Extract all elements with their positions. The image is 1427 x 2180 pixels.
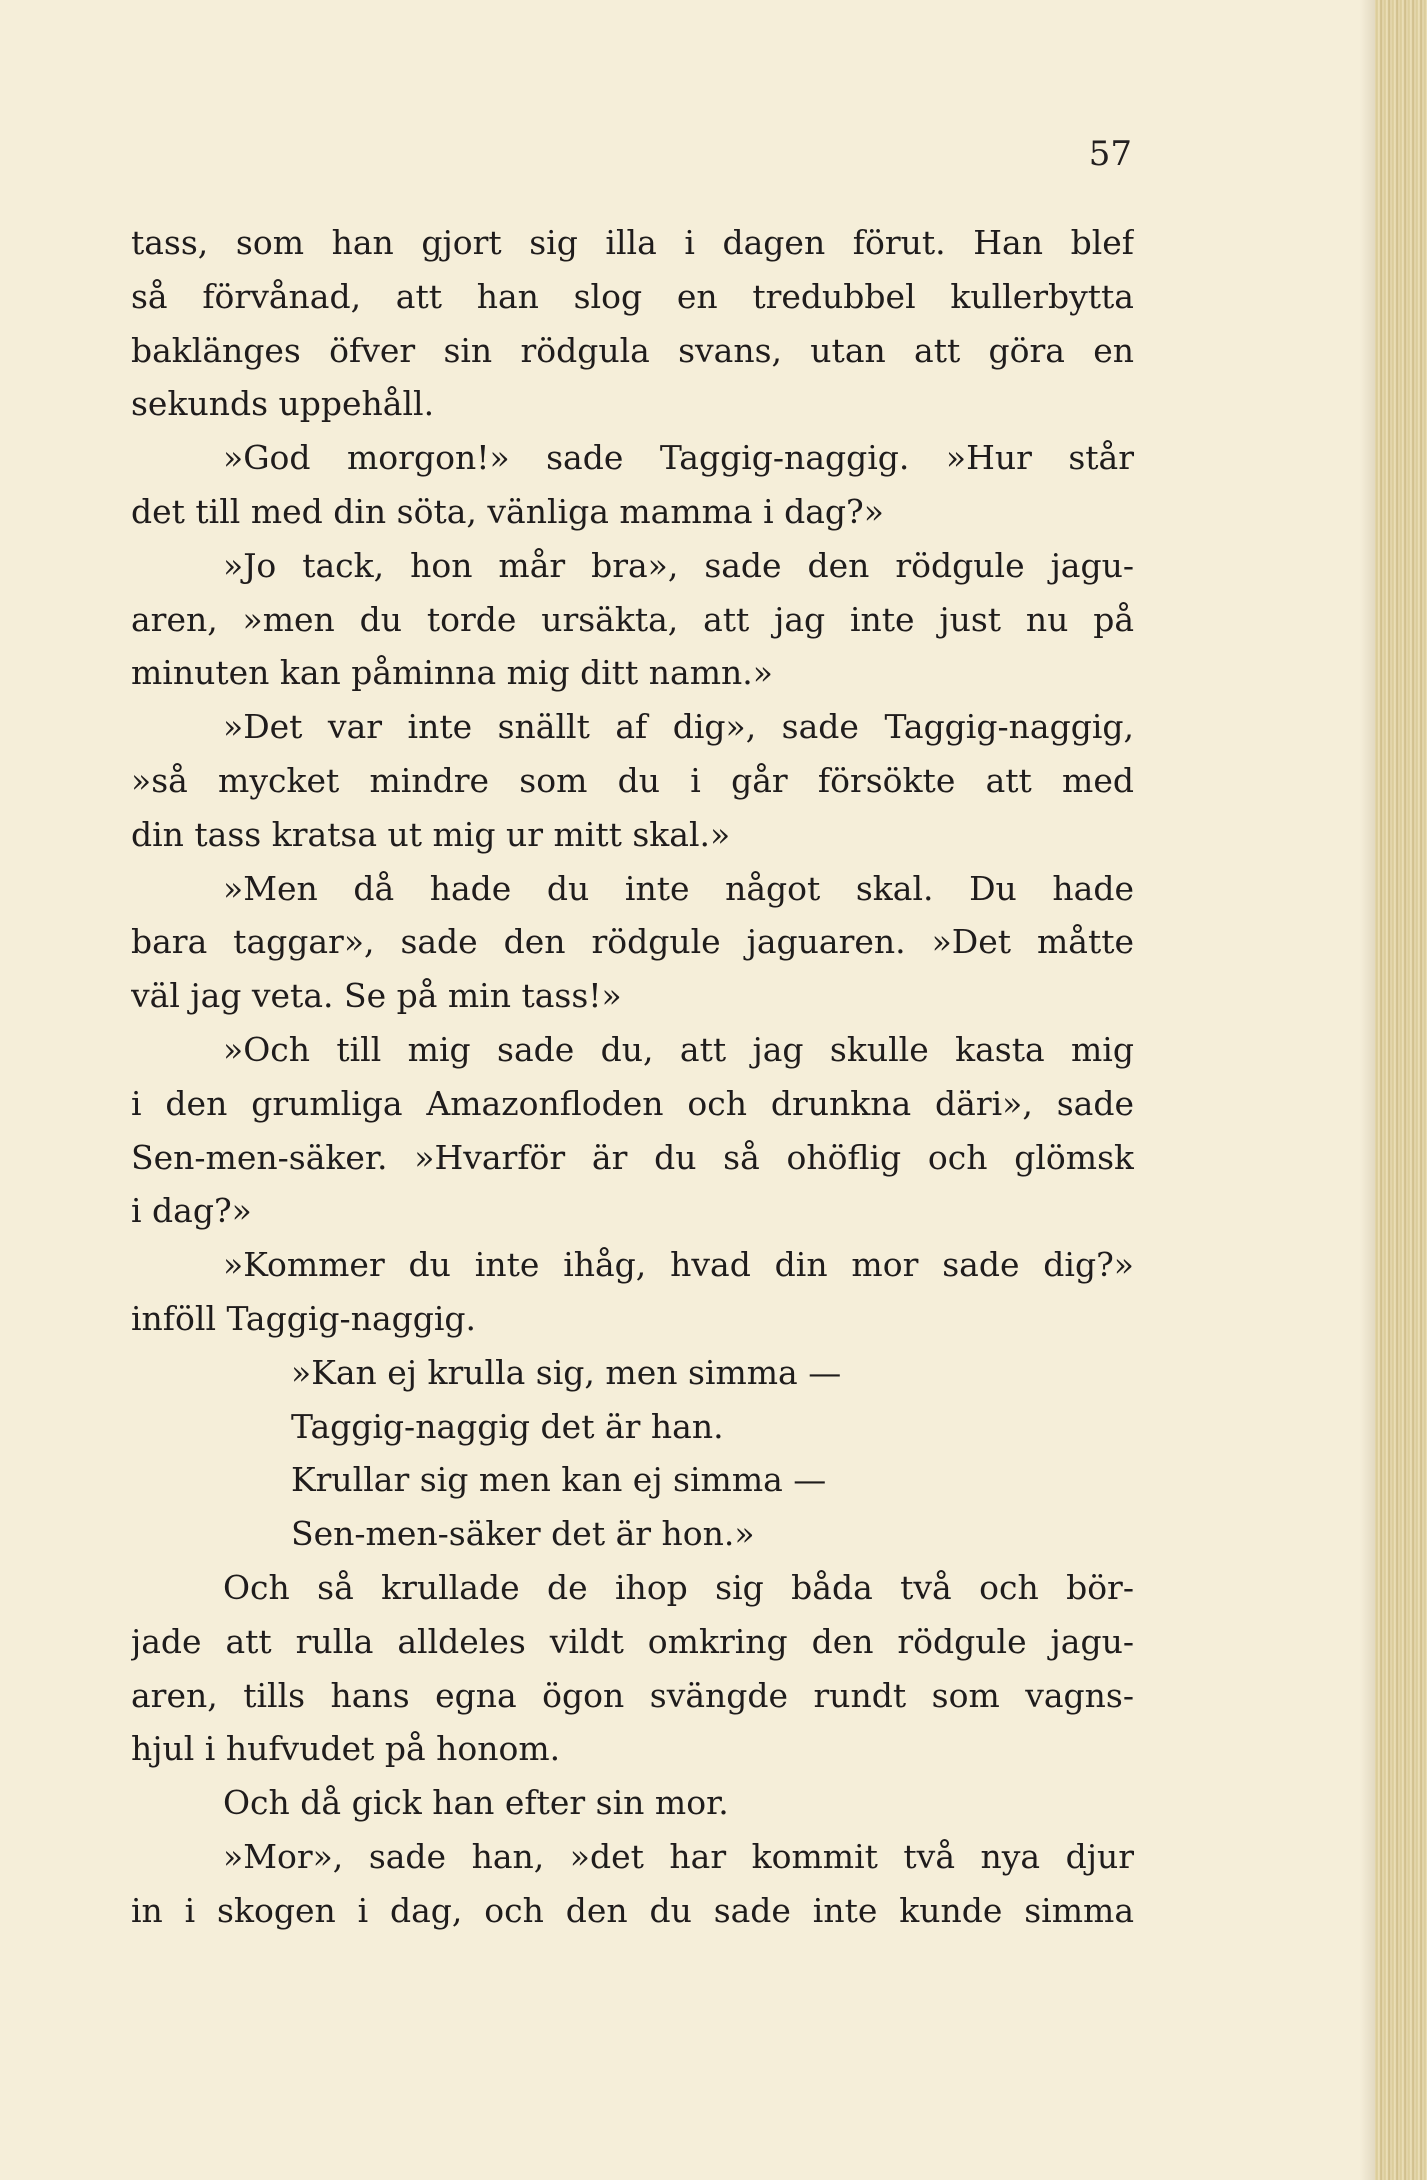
text-line: »så mycket mindre som du i går försökte att med — [131, 760, 1134, 800]
text-line: baklänges öfver sin rödgula svans, utan att göra en — [131, 330, 1134, 370]
text-line: i dag?» — [131, 1191, 252, 1231]
text-line: »Kan ej krulla sig, men simma — — [291, 1352, 842, 1392]
text-line: »Och till mig sade du, att jag skulle kasta mig — [223, 1029, 1134, 1069]
text-line: Och så krullade de ihop sig båda två och bör- — [223, 1567, 1134, 1607]
text-line: väl jag veta. Se på min tass!» — [131, 976, 622, 1016]
text-line: »Kommer du inte ihåg, hvad din mor sade dig?» — [223, 1245, 1134, 1285]
text-line: Sen-men-säker det är hon.» — [291, 1514, 755, 1554]
text-line: »God morgon!» sade Taggig-naggig. »Hur står — [223, 438, 1134, 478]
text-line: »Mor», sade han, »det har kommit två nya djur — [223, 1836, 1134, 1876]
text-line: hjul i hufvudet på honom. — [131, 1729, 561, 1769]
page-edge-strip — [1375, 0, 1427, 2180]
text-line: aren, tills hans egna ögon svängde rundt som vagns- — [131, 1675, 1134, 1715]
text-line: minuten kan påminna mig ditt namn.» — [131, 653, 773, 693]
text-line: Sen-men-säker. »Hvarför är du så ohöflig och glömsk — [131, 1137, 1134, 1177]
text-line: »Jo tack, hon mår bra», sade den rödgule jagu- — [223, 545, 1134, 585]
text-line: »Det var inte snällt af dig», sade Taggig-naggig, — [223, 707, 1134, 747]
text-line: sekunds uppehåll. — [131, 384, 435, 424]
body-text — [131, 216, 1134, 1938]
text-line: det till med din söta, vänliga mamma i dag?» — [131, 491, 884, 531]
text-line: så förvånad, att han slog en tredubbel kullerbytta — [131, 276, 1134, 316]
text-line: Taggig-naggig det är han. — [291, 1406, 724, 1446]
text-line: inföll Taggig-naggig. — [131, 1298, 477, 1338]
text-line: Krullar sig men kan ej simma — — [291, 1460, 827, 1500]
text-line: jade att rulla alldeles vildt omkring den rödgule jagu- — [131, 1621, 1134, 1661]
text-line: in i skogen i dag, och den du sade inte kunde simma — [131, 1890, 1134, 1930]
text-line: tass, som han gjort sig illa i dagen förut. Han blef — [131, 223, 1134, 262]
text-line: i den grumliga Amazonfloden och drunkna däri», sade — [131, 1083, 1134, 1123]
text-line: din tass kratsa ut mig ur mitt skal.» — [131, 814, 731, 854]
text-line: Och då gick han efter sin mor. — [223, 1783, 729, 1823]
text-line: aren, »men du torde ursäkta, att jag inte just nu på — [131, 599, 1134, 639]
text-line: »Men då hade du inte något skal. Du hade — [223, 868, 1134, 908]
text-line: bara taggar», sade den rödgule jaguaren. »Det måtte — [131, 922, 1134, 962]
page-number: 57 — [1088, 134, 1132, 174]
